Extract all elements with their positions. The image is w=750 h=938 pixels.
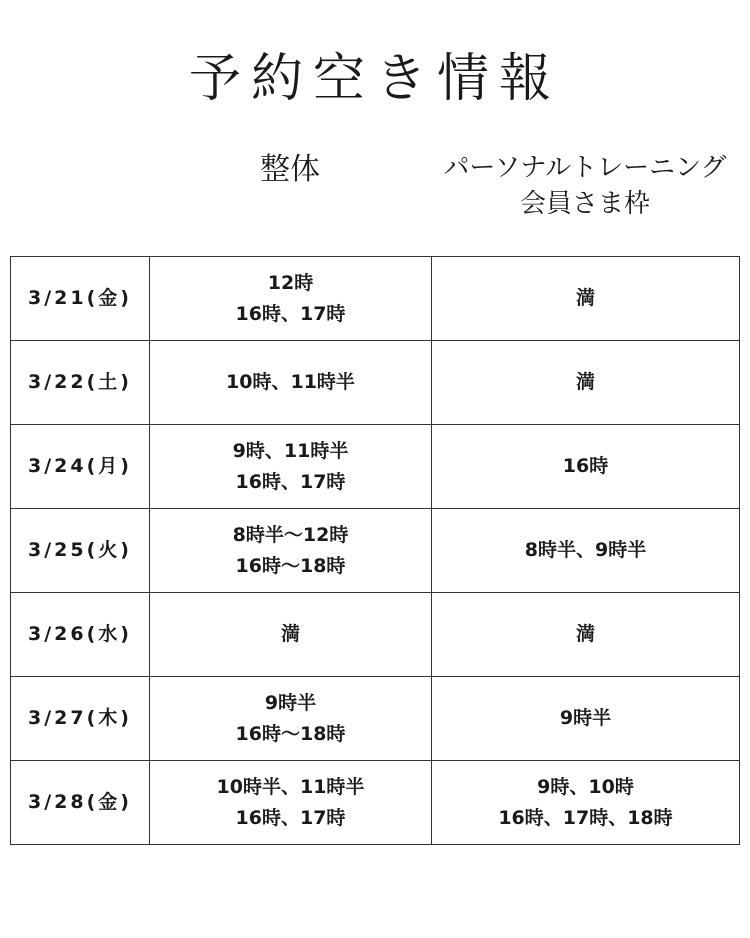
slot-text: 16時、17時 — [235, 302, 346, 325]
date-cell — [11, 509, 150, 593]
seitai-slot-cell — [150, 677, 432, 761]
seitai-slot-cell — [150, 257, 432, 341]
slot-text: 満 — [575, 287, 595, 309]
date-cell — [11, 593, 150, 677]
slot-text: 16時、17時、18時 — [498, 806, 673, 829]
date-cell — [11, 257, 150, 341]
pt-slot-cell — [432, 761, 740, 845]
date-label: 3/27(木) — [28, 707, 132, 729]
slot-text: 16時、17時 — [235, 806, 346, 829]
table-row — [11, 257, 740, 341]
seitai-slot-cell — [150, 425, 432, 509]
slot-text: 16時、17時 — [235, 470, 346, 493]
date-label: 3/21(金) — [28, 287, 132, 309]
slot-text: 10時半、11時半 — [216, 775, 365, 798]
table-row — [11, 425, 740, 509]
table-row — [11, 593, 740, 677]
date-label: 3/22(土) — [28, 371, 132, 393]
slot-text: 9時半 — [559, 707, 612, 729]
slot-text: 8時半～12時 — [232, 523, 349, 546]
date-cell — [11, 425, 150, 509]
seitai-slot-cell — [150, 341, 432, 425]
seitai-slot-cell — [150, 509, 432, 593]
column-header-pt-line-1: パーソナルトレーニング — [443, 153, 727, 183]
date-cell — [11, 341, 150, 425]
table-row — [11, 677, 740, 761]
slot-text: 10時、11時半 — [226, 371, 355, 393]
column-header-seitai-label: 整体 — [260, 152, 320, 187]
slot-text: 12時 — [267, 271, 314, 294]
date-cell — [11, 677, 150, 761]
pt-slot-cell — [432, 341, 740, 425]
pt-slot-cell — [432, 593, 740, 677]
slot-text: 8時半、9時半 — [524, 539, 647, 561]
date-label: 3/26(水) — [28, 623, 132, 645]
date-label: 3/25(火) — [28, 539, 132, 561]
column-header-pt-line-2: 会員さま枠 — [519, 189, 650, 219]
table-row — [11, 761, 740, 845]
table-row — [11, 341, 740, 425]
pt-slot-cell — [432, 677, 740, 761]
page-title: 予約空き情報 — [188, 49, 561, 109]
slot-text: 満 — [575, 623, 595, 645]
table-row — [11, 509, 740, 593]
slot-text: 9時半 — [264, 691, 317, 714]
column-header-seitai — [150, 152, 430, 188]
availability-table — [10, 256, 740, 845]
slot-text: 16時 — [562, 455, 609, 477]
slot-text: 9時、10時 — [537, 775, 634, 798]
date-cell — [11, 761, 150, 845]
slot-text: 満 — [575, 371, 595, 393]
seitai-slot-cell — [150, 593, 432, 677]
pt-slot-cell — [432, 425, 740, 509]
seitai-slot-cell — [150, 761, 432, 845]
slot-text: 9時、11時半 — [232, 439, 349, 462]
slot-text: 16時～18時 — [235, 554, 346, 577]
date-label: 3/28(金) — [28, 791, 132, 813]
slot-text: 満 — [280, 623, 300, 645]
slot-text: 16時～18時 — [235, 722, 346, 745]
column-header-personal-training — [425, 150, 745, 222]
pt-slot-cell — [432, 257, 740, 341]
pt-slot-cell — [432, 509, 740, 593]
date-label: 3/24(月) — [28, 455, 132, 477]
